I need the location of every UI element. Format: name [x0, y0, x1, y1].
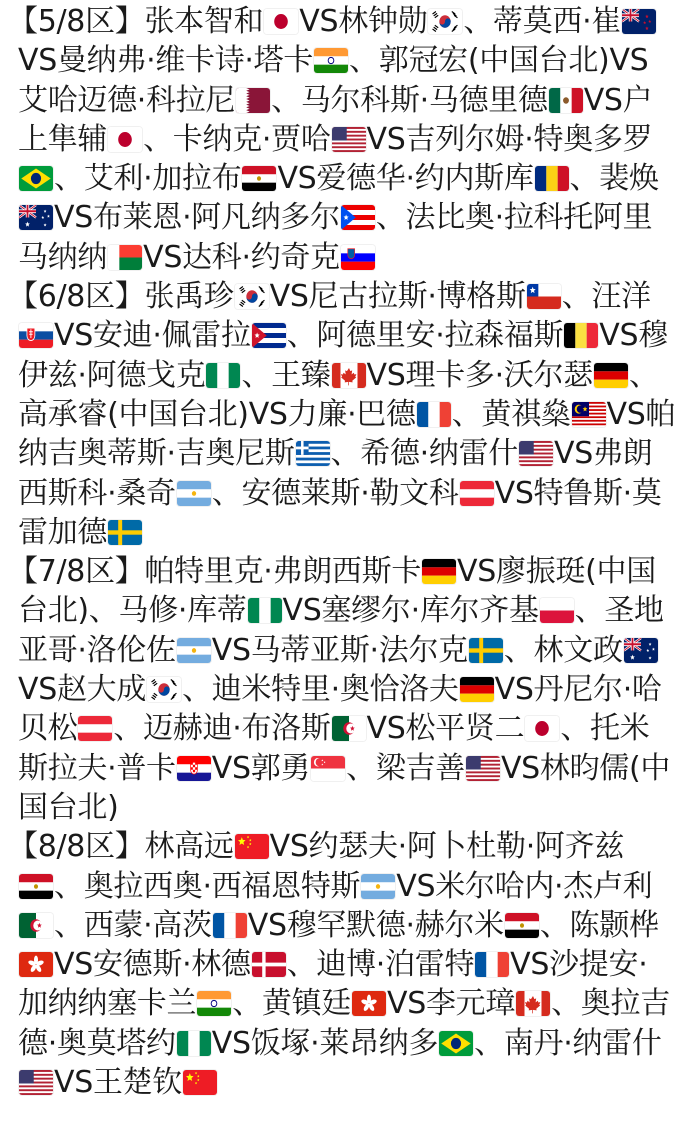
matchup-text: VS林昀儒(中	[500, 750, 671, 786]
matchup-text: 、南丹·纳雷什	[474, 1025, 662, 1061]
matchup-text: 、汪洋	[561, 279, 651, 315]
matchup-text: VS户	[583, 82, 653, 118]
matchup-text: VS丹尼尔·哈	[494, 672, 662, 708]
matchup-text: VS米尔哈内·杰卢利	[396, 868, 653, 904]
matchup-text: 、马尔科斯·马德里德	[271, 82, 548, 118]
draw-section-heading-line	[8, 2, 676, 41]
egypt-flag-icon	[19, 874, 53, 899]
matchup-text: VS王楚钦	[54, 1065, 183, 1101]
matchup-text: 艾哈迈德·科拉尼	[18, 82, 236, 118]
france-flag-icon	[213, 913, 247, 938]
austria-flag-icon	[78, 716, 112, 741]
matchup-text: 上隼辅	[18, 121, 108, 157]
france-flag-icon	[417, 402, 451, 427]
draw-text-line	[18, 513, 676, 552]
matchup-text: VS赵大成	[18, 672, 147, 708]
argentina-flag-icon	[177, 638, 211, 663]
germany-flag-icon	[594, 363, 628, 388]
mexico-flag-icon	[549, 88, 583, 113]
canada-flag-icon	[516, 991, 550, 1016]
matchup-text: VS安迪·佩雷拉	[54, 318, 251, 354]
matchup-text: 、蒂莫西·崔	[463, 4, 622, 39]
matchup-text: 、卡纳克·贾哈	[143, 121, 331, 157]
matchup-text: 、林文政	[503, 632, 623, 668]
draw-text-line	[18, 434, 676, 473]
draw-text-line	[18, 1024, 676, 1063]
matchup-text: 、	[628, 357, 659, 393]
matchup-text: 、黄祺燊	[451, 396, 571, 432]
malaysia-flag-icon	[572, 402, 606, 427]
cuba-flag-icon	[252, 323, 286, 348]
australia-flag-icon	[19, 205, 53, 230]
matchup-text: VS穆罕默德·赫尔米	[247, 907, 504, 943]
matchup-text: 、王臻	[241, 357, 331, 393]
draw-text-line	[18, 1063, 676, 1102]
south-korea-flag-icon	[428, 9, 462, 34]
algeria-flag-icon	[19, 913, 53, 938]
china-flag-icon	[235, 834, 269, 859]
matchup-text: 高承睿(中国台北)VS力廉·巴德	[18, 396, 416, 432]
qatar-flag-icon	[236, 88, 270, 113]
matchup-text: 、迪博·泊雷特	[286, 947, 475, 983]
matchup-text: 、迪米特里·奥恰洛夫	[182, 672, 459, 708]
south-korea-flag-icon	[147, 677, 181, 702]
matchup-text: VS塞缪尔·库尔齐基	[282, 593, 539, 629]
india-flag-icon	[314, 48, 348, 73]
nigeria-flag-icon	[248, 598, 282, 623]
germany-flag-icon	[460, 677, 494, 702]
hong-kong-flag-icon	[19, 952, 53, 977]
matchup-text: 、黄镇廷	[232, 986, 352, 1022]
matchup-text: 、迈赫迪·布洛斯	[113, 711, 331, 747]
matchup-text: 纳吉奥蒂斯·吉奥尼斯	[18, 436, 295, 472]
matchup-text: VS松平贤二	[366, 711, 525, 747]
japan-flag-icon	[525, 716, 559, 741]
denmark-flag-icon	[252, 952, 286, 977]
poland-flag-icon	[540, 598, 574, 623]
china-flag-icon	[183, 1070, 217, 1095]
matchup-text: VS特鲁斯·莫	[494, 475, 662, 511]
matchup-text: VS廖振珽(中国	[457, 554, 656, 590]
matchup-text: 、奥拉西奥·西福恩特斯	[54, 868, 361, 904]
draw-text-line	[18, 984, 676, 1023]
draw-text-line	[18, 238, 676, 277]
matchup-text: 马纳纳	[18, 239, 108, 275]
draw-text-line	[18, 788, 676, 827]
matchup-text: 、法比奥·拉科托阿里	[375, 200, 653, 236]
sweden-flag-icon	[469, 638, 503, 663]
greece-flag-icon	[296, 441, 330, 466]
germany-flag-icon	[422, 559, 456, 584]
usa-flag-icon	[466, 756, 500, 781]
madagascar-flag-icon	[108, 245, 142, 270]
croatia-flag-icon	[177, 756, 211, 781]
new-zealand-flag-icon	[622, 9, 656, 34]
south-korea-flag-icon	[235, 284, 269, 309]
draw-text-line	[18, 120, 676, 159]
matchup-text: VS郭勇	[211, 750, 311, 786]
usa-flag-icon	[332, 127, 366, 152]
egypt-flag-icon	[505, 913, 539, 938]
japan-flag-icon	[264, 9, 298, 34]
matchup-text: 台北)、马修·库蒂	[18, 593, 247, 629]
draw-text-line	[18, 81, 676, 120]
matchup-text: 德·奥莫塔约	[18, 1025, 176, 1061]
matchup-text: 、郭冠宏(中国台北)VS	[349, 43, 649, 79]
matchup-text: 雷加德	[18, 514, 108, 550]
matchup-text: VS沙提安·	[510, 947, 648, 983]
matchup-text: VS吉列尔姆·特奥多罗	[366, 121, 653, 157]
hong-kong-flag-icon	[352, 991, 386, 1016]
canada-flag-icon	[332, 363, 366, 388]
matchup-text: 加纳纳塞卡兰	[18, 986, 197, 1022]
matchup-text: VS尼古拉斯·博格斯	[269, 279, 526, 315]
matchup-text: VS布莱恩·阿凡纳多尔	[54, 200, 340, 236]
matchup-text: VS林钟勋	[299, 4, 428, 39]
matchup-text: 【8/8区】林高远	[8, 829, 234, 865]
japan-flag-icon	[108, 127, 142, 152]
draw-text-line	[18, 159, 676, 198]
draw-text-line	[18, 395, 676, 434]
brazil-flag-icon	[19, 166, 53, 191]
nigeria-flag-icon	[206, 363, 240, 388]
usa-flag-icon	[519, 441, 553, 466]
matchup-text: VS安德斯·林德	[54, 947, 251, 983]
matchup-text: 贝松	[18, 711, 78, 747]
matchup-text: 、裴焕	[569, 161, 659, 197]
brazil-flag-icon	[439, 1031, 473, 1056]
draw-text-line	[18, 316, 676, 355]
matchup-text: VS约瑟夫·阿卜杜勒·阿齐兹	[269, 829, 625, 865]
india-flag-icon	[197, 991, 231, 1016]
matchup-text: 、奥拉吉	[551, 986, 670, 1022]
matchup-text: VS曼纳弗·维卡诗·塔卡	[18, 43, 314, 79]
matchup-text: VS穆	[599, 318, 668, 354]
draw-text-line	[18, 670, 676, 709]
matchup-text: 、托米	[560, 711, 650, 747]
draw-text-line	[18, 198, 676, 237]
matchup-text: 伊兹·阿德戈克	[18, 357, 206, 393]
matchup-text: 、希德·纳雷什	[330, 436, 518, 472]
slovakia-flag-icon	[19, 323, 53, 348]
matchup-text: VS饭塚·莱昂纳多	[211, 1025, 439, 1061]
egypt-flag-icon	[242, 166, 276, 191]
draw-section-heading-line	[8, 277, 676, 316]
matchup-text: VS马蒂亚斯·法尔克	[211, 632, 468, 668]
matchup-text: 【6/8区】张禹珍	[8, 279, 234, 315]
france-flag-icon	[475, 952, 509, 977]
matchup-text: 国台北)	[18, 789, 119, 825]
chile-flag-icon	[527, 284, 561, 309]
draw-section-heading-line	[8, 552, 676, 591]
matchup-text: 、梁吉善	[346, 750, 465, 786]
draw-section-heading-line	[8, 827, 676, 866]
matchup-text: 西斯科·桑奇	[18, 475, 176, 511]
draw-text-line	[18, 906, 676, 945]
argentina-flag-icon	[177, 481, 211, 506]
draw-text-line	[18, 591, 676, 630]
matchup-text: 【7/8区】帕特里克·弗朗西斯卡	[8, 554, 422, 590]
draw-text-line	[18, 474, 676, 513]
matchup-text: 、陈颢桦	[539, 907, 659, 943]
matchup-text: 、艾利·加拉布	[54, 161, 242, 197]
draw-text-line	[18, 945, 676, 984]
draw-text-line	[18, 867, 676, 906]
matchup-text: VS理卡多·沃尔瑟	[366, 357, 593, 393]
argentina-flag-icon	[361, 874, 395, 899]
matchup-text: 亚哥·洛伦佐	[18, 632, 176, 668]
romania-flag-icon	[535, 166, 569, 191]
draw-text-line	[18, 749, 676, 788]
matchup-text: 、西蒙·高茨	[54, 907, 212, 943]
matchup-text: 斯拉夫·普卡	[18, 750, 176, 786]
slovenia-flag-icon	[341, 245, 375, 270]
matchup-text: 、阿德里安·拉森福斯	[286, 318, 564, 354]
matchup-text: 、圣地	[574, 593, 664, 629]
draw-text-line	[18, 356, 676, 395]
australia-flag-icon	[624, 638, 658, 663]
matchup-text: VS帕	[606, 396, 676, 432]
belgium-flag-icon	[564, 323, 598, 348]
draw-text-line	[18, 709, 676, 748]
matchup-text: 、安德莱斯·勒文科	[211, 475, 459, 511]
sweden-flag-icon	[108, 520, 142, 545]
draw-text-line	[18, 631, 676, 670]
austria-flag-icon	[460, 481, 494, 506]
matchup-text: 【5/8区】张本智和	[8, 4, 264, 39]
matchup-text: VS李元璋	[387, 986, 516, 1022]
singapore-flag-icon	[311, 756, 345, 781]
puerto-rico-flag-icon	[341, 205, 375, 230]
draw-text-line	[18, 41, 676, 80]
nigeria-flag-icon	[177, 1031, 211, 1056]
matchup-text: VS达科·约奇克	[143, 239, 340, 275]
usa-flag-icon	[19, 1070, 53, 1095]
matchup-text: VS爱德华·约内斯库	[277, 161, 534, 197]
algeria-flag-icon	[332, 716, 366, 741]
matchup-text: VS弗朗	[553, 436, 653, 472]
